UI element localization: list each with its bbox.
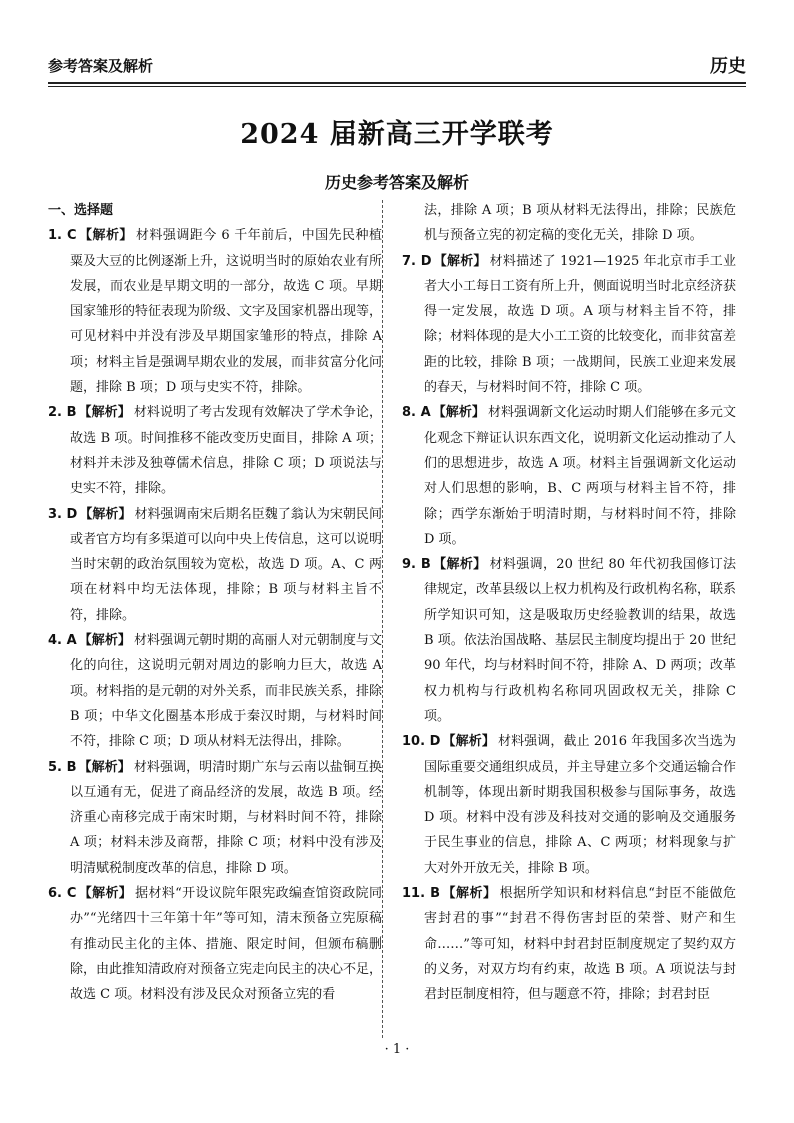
answer-number: 1. C	[48, 228, 77, 244]
answer-item	[402, 729, 736, 881]
header-subject: 历史	[710, 56, 746, 77]
answer-item	[48, 755, 382, 881]
answer-item	[48, 502, 382, 628]
analysis-tag: 【解析】	[441, 886, 497, 902]
answer-number: 11. B	[402, 886, 440, 902]
answer-item	[48, 223, 382, 400]
analysis-tag: 【解析】	[78, 405, 131, 421]
analysis-text: 材料强调，明清时期广东与云南以盐铜互换以互通有无，促进了商品经济的发展，故选 B 项。经济重心南移完成于南宋时期，与材料时间不符，排除 A 项；材料未涉及商帮，排除 C 项；材料中没有涉及明清赋税制度改革的信息，排除 D 项。	[70, 759, 382, 876]
analysis-text: 材料说明了考古发现有效解决了学术争论，故选 B 项。时间推移不能改变历史面目，排除 A 项；材料并未涉及独尊儒术信息，排除 C 项；D 项说法与史实不符，排除。	[70, 405, 382, 497]
analysis-text: 材料强调南宋后期名臣魏了翁认为宋朝民间或者官方均有多渠道可以向中央上传信息，这可以说明当时宋朝的政治氛围较为宽松，故选 D 项。A、C 两项在材料中均无法体现，排除；B 项与材料主旨不符，排除。	[70, 506, 383, 623]
left-answer-list	[48, 223, 382, 1007]
answer-item	[48, 628, 382, 754]
answer-number: 5. B	[48, 759, 77, 775]
analysis-text: 材料强调，20 世纪 80 年代初我国修订法律规定，改革县级以上权力机构及行政机构名称，联系所学知识可知，这是吸取历史经验教训的结果，故选 B 项。依法治国战略、基层民主制度均提出于 20 世纪 90 年代，均与材料时间不符，排除 A、D 两项；改革权力机构与行政机构名称同巩固政权无关，排除 C 项。	[424, 557, 737, 724]
answer-item	[402, 552, 736, 729]
answer-number: 10. D	[402, 734, 441, 750]
analysis-text: 材料描述了 1921—1925 年北京市手工业者大小工每日工资有所上升，侧面说明当时北京经济获得一定发展，故选 D 项。A 项与材料主旨不符，排除；材料体现的是大小工工资的比较变化，而非贫富差距的比较，排除 B 项；一战期间，民族工业迎来发展的春天，与材料时间不符，排除 C 项。	[424, 253, 737, 396]
analysis-text: 材料强调元朝时期的高丽人对元朝制度与文化的向往，这说明元朝对周边的影响力巨大，故选 A 项。材料指的是元朝的对外关系，而非民族关系，排除 B 项；中华文化圈基本形成于秦汉时期，与材料时间不符，排除 C 项；D 项从材料无法得出，排除。	[70, 633, 383, 750]
answer-item	[48, 881, 382, 1007]
analysis-tag: 【解析】	[433, 253, 487, 269]
answer-item	[48, 400, 382, 501]
answer-number: 9. B	[402, 557, 431, 573]
analysis-tag: 【解析】	[442, 734, 495, 750]
right-column	[402, 198, 736, 1008]
analysis-tag: 【解析】	[78, 759, 131, 775]
page-header	[48, 48, 746, 84]
analysis-tag: 【解析】	[78, 228, 133, 244]
analysis-text: 材料强调新文化运动时期人们能够在多元文化观念下辩证认识东西文化，说明新文化运动推动了人们的思想进步，故选 A 项。材料主旨强调新文化运动对人们思想的影响，B、C 两项与材料主旨不符，排除；西学东渐始于明清时期，与材料时间不符，排除 D 项。	[424, 405, 737, 547]
answer-number: 7. D	[402, 253, 432, 269]
analysis-tag: 【解析】	[78, 633, 131, 649]
analysis-text: 材料强调距今 6 千年前后，中国先民种植粟及大豆的比例逐渐上升，这说明当时的原始农业有所发展，而农业是早期文明的一部分，故选 C 项。早期国家雏形的特征表现为阶级、文字及国家机器出现等，可见材料中并没有涉及早期国家雏形的特点，排除 A 项；材料主旨是强调早期农业的发展，而非贫富分化问题，排除 B 项；D 项与史实不符，排除。	[70, 228, 383, 396]
analysis-tag: 【解析】	[432, 557, 487, 573]
answer-item	[402, 400, 736, 552]
analysis-tag: 【解析】	[79, 506, 132, 522]
answer-item	[402, 249, 736, 401]
answer-number: 2. B	[48, 405, 77, 421]
section-heading: 一、选择题	[48, 203, 114, 218]
answer-number: 3. D	[48, 506, 78, 522]
analysis-tag: 【解析】	[432, 405, 485, 421]
page-number: · 1 ·	[384, 1042, 410, 1057]
right-answer-list	[402, 249, 736, 1008]
header-rule	[48, 86, 746, 87]
document-subtitle: 历史参考答案及解析	[324, 173, 469, 192]
answer-number: 6. C	[48, 886, 77, 902]
answer-item	[402, 881, 736, 1007]
analysis-text: 材料强调，截止 2016 年我国多次当选为国际重要交通组织成员，并主导建立多个交通运输合作机制等，体现出新时期我国积极参与国际事务，故选 D 项。材料中没有涉及科技对交通的影响及交通服务于民生事业的信息，排除 A、C 两项；材料现象与扩大对外开放无关，排除 B 项。	[424, 734, 737, 876]
analysis-text: 根据所学知识和材料信息“封臣不能做危害封君的事”“封君不得伤害封臣的荣誉、财产和生命……”等可知，材料中封君封臣制度规定了契约双方的义务，对双方均有约束，故选 B 项。A 项说法与封君封臣制度相符，但与题意不符，排除；封君封臣	[424, 886, 736, 1003]
column-divider	[382, 200, 383, 1038]
left-column	[48, 198, 382, 1008]
header-left-text: 参考答案及解析	[48, 57, 154, 75]
document-title: 2024 届新高三开学联考	[240, 119, 554, 150]
answer-number: 8. A	[402, 405, 431, 421]
answer-number: 4. A	[48, 633, 77, 649]
continuation-text: 法，排除 A 项；B 项从材料无法得出，排除；民族危机与预备立宪的初定稿的变化无关，排除 D 项。	[424, 203, 736, 244]
analysis-text: 据材料“开设议院年限宪政编查馆资政院同办”“光绪四十三年第十年”等可知，清末预备立宪原稿有推动民主化的主体、措施、限定时间，但颁布稿删除，由此推知清政府对预备立宪走向民主的决心不足，故选 C 项。材料没有涉及民众对预备立宪的看	[70, 886, 383, 1003]
analysis-tag: 【解析】	[78, 886, 133, 902]
